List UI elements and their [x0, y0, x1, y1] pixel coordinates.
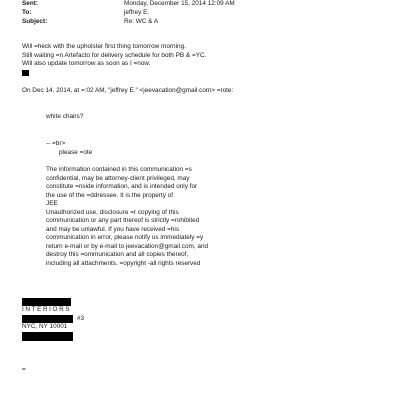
redaction-block — [22, 315, 73, 323]
reply-line: Still waiting =n Artefacto for delivery schedule for both PB & =YC. — [22, 51, 207, 59]
disclaimer-line: communication or any part thereof is strictly =rohibited — [46, 217, 200, 224]
quoted-sig-line: please =ote — [59, 148, 93, 156]
quote-header: On Dec 14, 2014, at =:02 AM, "jeffrey E." <jeevacation@gmail.com> =rote: — [22, 87, 234, 94]
quoted-question: white chairs? — [46, 113, 84, 120]
sent-label: Sent: — [22, 0, 38, 7]
disclaimer-line: and may be unlawful. If you have received =his — [46, 225, 180, 233]
disclaimer-line: including all attachments. =opyright -all rights reserved — [46, 259, 201, 267]
reply-line: Will =heck with the upholster first thing tomorrow morning. — [22, 43, 186, 50]
redaction-block — [22, 298, 71, 306]
disclaimer-line: constitute =nside information, and is intended only for — [46, 183, 198, 190]
disclaimer-line: The information contained in this communication =s — [46, 166, 192, 173]
disclaimer-line: return e-mail or by e-mail to jeevacation@gmail.com, and — [46, 242, 209, 250]
to-label: To: — [22, 9, 32, 16]
signature-suite: #3 — [77, 315, 85, 322]
disclaimer-line: confidential, may be attorney-client privileged, may — [46, 174, 190, 182]
subject-value: Re: WC & A — [124, 18, 159, 25]
to-value: jeffrey E. — [124, 9, 150, 16]
redaction-block — [22, 70, 29, 76]
disclaimer-line: the use of the =ddressee. It is the property of — [46, 191, 174, 199]
disclaimer-line: JEE — [46, 200, 58, 207]
footer-mark: = — [22, 366, 26, 373]
signature-city: NYC, NY 10001 — [22, 323, 68, 330]
sent-value: Monday, December 15, 2014 12:09 AM — [124, 0, 235, 7]
subject-label: Subject: — [22, 18, 48, 25]
disclaimer-line: communication in error, please notify us immediately =y — [46, 234, 204, 241]
disclaimer-line: Unauthorized use, disclosure =r copying of this — [46, 208, 179, 216]
reply-line: Will also update tomorrow as soon as I =now. — [22, 60, 151, 67]
redaction-block — [22, 332, 73, 341]
signature-company: INTERIORS — [22, 306, 72, 313]
quoted-sig-line: -- =br> — [46, 140, 66, 147]
disclaimer-line: destroy this =ommunication and all copies thereof, — [46, 251, 189, 258]
